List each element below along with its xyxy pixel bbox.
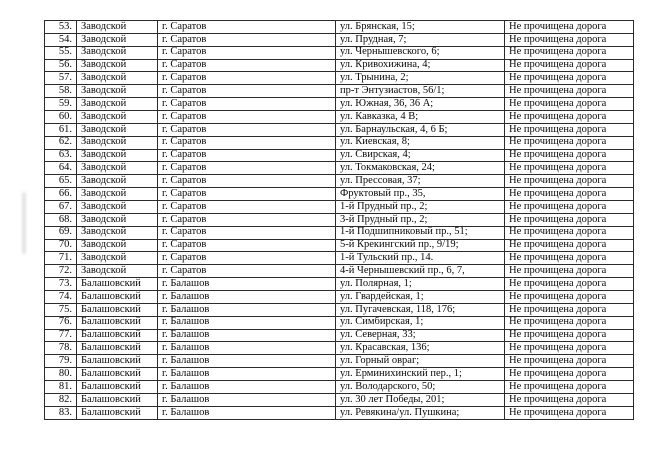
cell-row-number: 58. bbox=[45, 85, 77, 98]
cell-city: г. Балашов bbox=[158, 342, 336, 355]
cell-complaint: Не прочищена дорога bbox=[505, 381, 634, 394]
cell-complaint: Не прочищена дорога bbox=[505, 355, 634, 368]
cell-city: г. Саратов bbox=[158, 85, 336, 98]
table-row bbox=[45, 162, 634, 175]
table-row bbox=[45, 355, 634, 368]
table-row bbox=[45, 46, 634, 59]
cell-address: ул. Южная, 36, 36 А; bbox=[336, 98, 505, 111]
cell-city: г. Саратов bbox=[158, 46, 336, 59]
cell-city: г. Балашов bbox=[158, 303, 336, 316]
cell-city: г. Саратов bbox=[158, 72, 336, 85]
table-row bbox=[45, 291, 634, 304]
cell-address: ул. 30 лет Победы, 201; bbox=[336, 393, 505, 406]
cell-complaint: Не прочищена дорога bbox=[505, 316, 634, 329]
cell-row-number: 74. bbox=[45, 291, 77, 304]
cell-complaint: Не прочищена дорога bbox=[505, 72, 634, 85]
table-body bbox=[45, 21, 634, 420]
cell-address: ул. Ерминихинский пер., 1; bbox=[336, 368, 505, 381]
cell-complaint: Не прочищена дорога bbox=[505, 226, 634, 239]
cell-city: г. Саратов bbox=[158, 98, 336, 111]
table-row bbox=[45, 226, 634, 239]
table-row bbox=[45, 136, 634, 149]
cell-city: г. Балашов bbox=[158, 393, 336, 406]
cell-address: пр-т Энтузиастов, 56/1; bbox=[336, 85, 505, 98]
table-row bbox=[45, 303, 634, 316]
scan-artifact bbox=[22, 192, 26, 254]
cell-complaint: Не прочищена дорога bbox=[505, 265, 634, 278]
cell-address: ул. Северная, 33; bbox=[336, 329, 505, 342]
cell-row-number: 69. bbox=[45, 226, 77, 239]
cell-row-number: 68. bbox=[45, 213, 77, 226]
cell-district: Заводской bbox=[77, 252, 158, 265]
cell-district: Заводской bbox=[77, 21, 158, 34]
cell-row-number: 66. bbox=[45, 188, 77, 201]
cell-address: Фруктовый пр., 35, bbox=[336, 188, 505, 201]
cell-row-number: 73. bbox=[45, 278, 77, 291]
cell-district: Заводской bbox=[77, 72, 158, 85]
table-row bbox=[45, 59, 634, 72]
cell-complaint: Не прочищена дорога bbox=[505, 278, 634, 291]
cell-city: г. Балашов bbox=[158, 278, 336, 291]
cell-district: Заводской bbox=[77, 175, 158, 188]
cell-city: г. Балашов bbox=[158, 316, 336, 329]
cell-address: ул. Трынина, 2; bbox=[336, 72, 505, 85]
cell-complaint: Не прочищена дорога bbox=[505, 252, 634, 265]
cell-row-number: 67. bbox=[45, 201, 77, 214]
cell-complaint: Не прочищена дорога bbox=[505, 188, 634, 201]
cell-address: ул. Кривохижина, 4; bbox=[336, 59, 505, 72]
cell-row-number: 70. bbox=[45, 239, 77, 252]
cell-city: г. Саратов bbox=[158, 59, 336, 72]
cell-district: Заводской bbox=[77, 239, 158, 252]
cell-row-number: 65. bbox=[45, 175, 77, 188]
cell-district: Балашовский bbox=[77, 303, 158, 316]
cell-city: г. Саратов bbox=[158, 123, 336, 136]
cell-complaint: Не прочищена дорога bbox=[505, 393, 634, 406]
table-row bbox=[45, 175, 634, 188]
table-row bbox=[45, 329, 634, 342]
cell-city: г. Саратов bbox=[158, 188, 336, 201]
cell-city: г. Саратов bbox=[158, 239, 336, 252]
cell-district: Заводской bbox=[77, 213, 158, 226]
cell-address: 1-й Подшипниковый пр., 51; bbox=[336, 226, 505, 239]
cell-complaint: Не прочищена дорога bbox=[505, 59, 634, 72]
cell-row-number: 55. bbox=[45, 46, 77, 59]
cell-district: Заводской bbox=[77, 46, 158, 59]
cell-district: Заводской bbox=[77, 136, 158, 149]
cell-city: г. Саратов bbox=[158, 252, 336, 265]
cell-complaint: Не прочищена дорога bbox=[505, 111, 634, 124]
cell-complaint: Не прочищена дорога bbox=[505, 33, 634, 46]
table-row bbox=[45, 406, 634, 419]
cell-city: г. Саратов bbox=[158, 33, 336, 46]
cell-city: г. Балашов bbox=[158, 368, 336, 381]
cell-row-number: 81. bbox=[45, 381, 77, 394]
cell-row-number: 61. bbox=[45, 123, 77, 136]
cell-address: ул. Красавская, 136; bbox=[336, 342, 505, 355]
cell-address: ул. Горный овраг; bbox=[336, 355, 505, 368]
cell-row-number: 59. bbox=[45, 98, 77, 111]
cell-complaint: Не прочищена дорога bbox=[505, 329, 634, 342]
cell-district: Балашовский bbox=[77, 278, 158, 291]
cell-row-number: 79. bbox=[45, 355, 77, 368]
cell-row-number: 80. bbox=[45, 368, 77, 381]
cell-complaint: Не прочищена дорога bbox=[505, 162, 634, 175]
cell-district: Заводской bbox=[77, 111, 158, 124]
cell-city: г. Балашов bbox=[158, 329, 336, 342]
cell-address: ул. Кавказка, 4 В; bbox=[336, 111, 505, 124]
table-row bbox=[45, 188, 634, 201]
cell-district: Заводской bbox=[77, 98, 158, 111]
cell-city: г. Саратов bbox=[158, 162, 336, 175]
table-row bbox=[45, 21, 634, 34]
cell-row-number: 83. bbox=[45, 406, 77, 419]
cell-district: Заводской bbox=[77, 149, 158, 162]
table-row bbox=[45, 368, 634, 381]
cell-city: г. Балашов bbox=[158, 355, 336, 368]
cell-row-number: 63. bbox=[45, 149, 77, 162]
cell-complaint: Не прочищена дорога bbox=[505, 303, 634, 316]
cell-address: 3-й Прудный пр., 2; bbox=[336, 213, 505, 226]
table-row bbox=[45, 278, 634, 291]
table-row bbox=[45, 98, 634, 111]
cell-district: Заводской bbox=[77, 201, 158, 214]
cell-complaint: Не прочищена дорога bbox=[505, 46, 634, 59]
cell-address: ул. Прудная, 7; bbox=[336, 33, 505, 46]
cell-district: Заводской bbox=[77, 123, 158, 136]
table-row bbox=[45, 213, 634, 226]
table-row bbox=[45, 33, 634, 46]
cell-complaint: Не прочищена дорога bbox=[505, 175, 634, 188]
cell-row-number: 75. bbox=[45, 303, 77, 316]
cell-complaint: Не прочищена дорога bbox=[505, 149, 634, 162]
cell-row-number: 54. bbox=[45, 33, 77, 46]
cell-district: Балашовский bbox=[77, 381, 158, 394]
table-row bbox=[45, 265, 634, 278]
cell-district: Заводской bbox=[77, 33, 158, 46]
cell-city: г. Саратов bbox=[158, 149, 336, 162]
cell-district: Балашовский bbox=[77, 393, 158, 406]
cell-district: Заводской bbox=[77, 162, 158, 175]
cell-complaint: Не прочищена дорога bbox=[505, 21, 634, 34]
cell-district: Балашовский bbox=[77, 355, 158, 368]
cell-row-number: 57. bbox=[45, 72, 77, 85]
cell-row-number: 72. bbox=[45, 265, 77, 278]
cell-complaint: Не прочищена дорога bbox=[505, 291, 634, 304]
cell-row-number: 64. bbox=[45, 162, 77, 175]
cell-city: г. Саратов bbox=[158, 111, 336, 124]
cell-complaint: Не прочищена дорога bbox=[505, 136, 634, 149]
cell-district: Заводской bbox=[77, 188, 158, 201]
cell-address: ул. Полярная, 1; bbox=[336, 278, 505, 291]
cell-district: Балашовский bbox=[77, 316, 158, 329]
cell-city: г. Саратов bbox=[158, 21, 336, 34]
cell-address: 4-й Чернышевский пр., 6, 7, bbox=[336, 265, 505, 278]
cell-complaint: Не прочищена дорога bbox=[505, 213, 634, 226]
cell-address: ул. Свирская, 4; bbox=[336, 149, 505, 162]
cell-address: 1-й Тульский пр., 14. bbox=[336, 252, 505, 265]
cell-row-number: 62. bbox=[45, 136, 77, 149]
cell-row-number: 71. bbox=[45, 252, 77, 265]
table-row bbox=[45, 149, 634, 162]
cell-district: Балашовский bbox=[77, 368, 158, 381]
cell-city: г. Балашов bbox=[158, 381, 336, 394]
table-row bbox=[45, 72, 634, 85]
table-row bbox=[45, 252, 634, 265]
table-row bbox=[45, 85, 634, 98]
cell-city: г. Саратов bbox=[158, 175, 336, 188]
cell-address: ул. Чернышевского, 6; bbox=[336, 46, 505, 59]
table-row bbox=[45, 342, 634, 355]
cell-complaint: Не прочищена дорога bbox=[505, 98, 634, 111]
cell-district: Балашовский bbox=[77, 342, 158, 355]
table-row bbox=[45, 393, 634, 406]
cell-address: ул. Киевская, 8; bbox=[336, 136, 505, 149]
road-complaints-table bbox=[44, 20, 634, 420]
cell-row-number: 56. bbox=[45, 59, 77, 72]
cell-complaint: Не прочищена дорога bbox=[505, 85, 634, 98]
cell-address: ул. Ревякина/ул. Пушкина; bbox=[336, 406, 505, 419]
cell-complaint: Не прочищена дорога bbox=[505, 123, 634, 136]
cell-city: г. Саратов bbox=[158, 201, 336, 214]
cell-address: ул. Барнаульская, 4, 6 Б; bbox=[336, 123, 505, 136]
cell-address: ул. Володарского, 50; bbox=[336, 381, 505, 394]
cell-complaint: Не прочищена дорога bbox=[505, 406, 634, 419]
cell-district: Балашовский bbox=[77, 406, 158, 419]
cell-city: г. Балашов bbox=[158, 291, 336, 304]
cell-address: ул. Гвардейская, 1; bbox=[336, 291, 505, 304]
cell-address: ул. Брянская, 15; bbox=[336, 21, 505, 34]
table-row bbox=[45, 239, 634, 252]
table-row bbox=[45, 123, 634, 136]
cell-address: 1-й Прудный пр., 2; bbox=[336, 201, 505, 214]
cell-row-number: 78. bbox=[45, 342, 77, 355]
cell-address: ул. Прессовая, 37; bbox=[336, 175, 505, 188]
cell-row-number: 76. bbox=[45, 316, 77, 329]
cell-city: г. Саратов bbox=[158, 265, 336, 278]
cell-city: г. Саратов bbox=[158, 226, 336, 239]
cell-address: ул. Токмаковская, 24; bbox=[336, 162, 505, 175]
cell-complaint: Не прочищена дорога bbox=[505, 342, 634, 355]
cell-row-number: 82. bbox=[45, 393, 77, 406]
cell-district: Заводской bbox=[77, 265, 158, 278]
table-row bbox=[45, 201, 634, 214]
cell-district: Заводской bbox=[77, 85, 158, 98]
cell-address: ул. Пугачевская, 118, 176; bbox=[336, 303, 505, 316]
cell-complaint: Не прочищена дорога bbox=[505, 239, 634, 252]
cell-district: Балашовский bbox=[77, 329, 158, 342]
cell-city: г. Саратов bbox=[158, 213, 336, 226]
cell-row-number: 60. bbox=[45, 111, 77, 124]
cell-row-number: 53. bbox=[45, 21, 77, 34]
table-row bbox=[45, 111, 634, 124]
cell-complaint: Не прочищена дорога bbox=[505, 368, 634, 381]
cell-address: ул. Симбирская, 1; bbox=[336, 316, 505, 329]
cell-address: 5-й Крекингский пр., 9/19; bbox=[336, 239, 505, 252]
cell-complaint: Не прочищена дорога bbox=[505, 201, 634, 214]
cell-row-number: 77. bbox=[45, 329, 77, 342]
cell-district: Балашовский bbox=[77, 291, 158, 304]
cell-district: Заводской bbox=[77, 226, 158, 239]
cell-city: г. Саратов bbox=[158, 136, 336, 149]
table-row bbox=[45, 316, 634, 329]
cell-district: Заводской bbox=[77, 59, 158, 72]
cell-city: г. Балашов bbox=[158, 406, 336, 419]
table-row bbox=[45, 381, 634, 394]
